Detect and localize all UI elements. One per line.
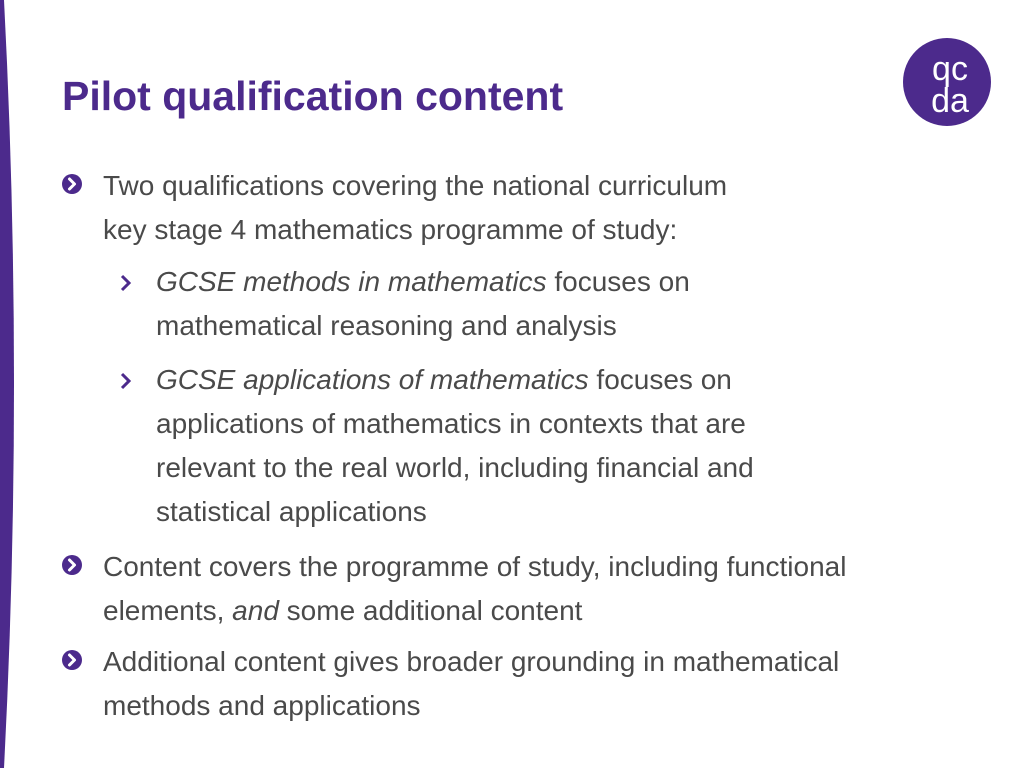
sub-bullet-chevron-icon: [119, 274, 133, 292]
bullet-line: Two qualifications covering the national curriculum: [103, 170, 728, 201]
logo-text-top: qc: [932, 50, 968, 88]
qualification-name: GCSE methods in mathematics: [156, 266, 547, 297]
bullet-item: [103, 545, 846, 633]
bullet-text: some additional content: [278, 595, 583, 626]
bullet-line-mixed: [103, 589, 846, 633]
logo-text-bottom: da: [931, 82, 969, 120]
bullet-line: key stage 4 mathematics programme of study:: [103, 214, 678, 245]
sub-bullet-chevron-icon: [119, 372, 133, 390]
qualification-name: GCSE applications of mathematics: [156, 364, 589, 395]
bullet-text: elements,: [103, 595, 233, 626]
bullet-line: methods and applications: [103, 690, 421, 721]
sub-bullet-text: focuses on: [546, 266, 690, 297]
sub-bullet-first-line: [156, 358, 754, 402]
bullet-chevron-icon: [62, 555, 82, 575]
bullet-line: Content covers the programme of study, including functional: [103, 551, 847, 582]
sub-bullet-first-line: [156, 260, 690, 304]
bullet-line: Additional content gives broader grounding in mathematical: [103, 646, 840, 677]
bullet-line: relevant to the real world, including financial and: [156, 452, 754, 483]
sub-bullet-item: [156, 358, 754, 534]
slide-title: Pilot qualification content: [62, 73, 564, 119]
bullet-line: statistical applications: [156, 496, 427, 527]
sub-bullet-text: focuses on: [588, 364, 732, 395]
left-edge-arc: [0, 0, 30, 768]
bullet-item: [103, 640, 839, 728]
sub-bullet-item: [156, 260, 690, 348]
bullet-line: mathematical reasoning and analysis: [156, 310, 617, 341]
bullet-item: [103, 164, 727, 252]
bullet-chevron-icon: [62, 650, 82, 670]
bullet-chevron-icon: [62, 174, 82, 194]
qcda-logo-icon: [903, 38, 991, 126]
bullet-line: applications of mathematics in contexts that are: [156, 408, 746, 439]
emphasis-text: and: [232, 595, 279, 626]
